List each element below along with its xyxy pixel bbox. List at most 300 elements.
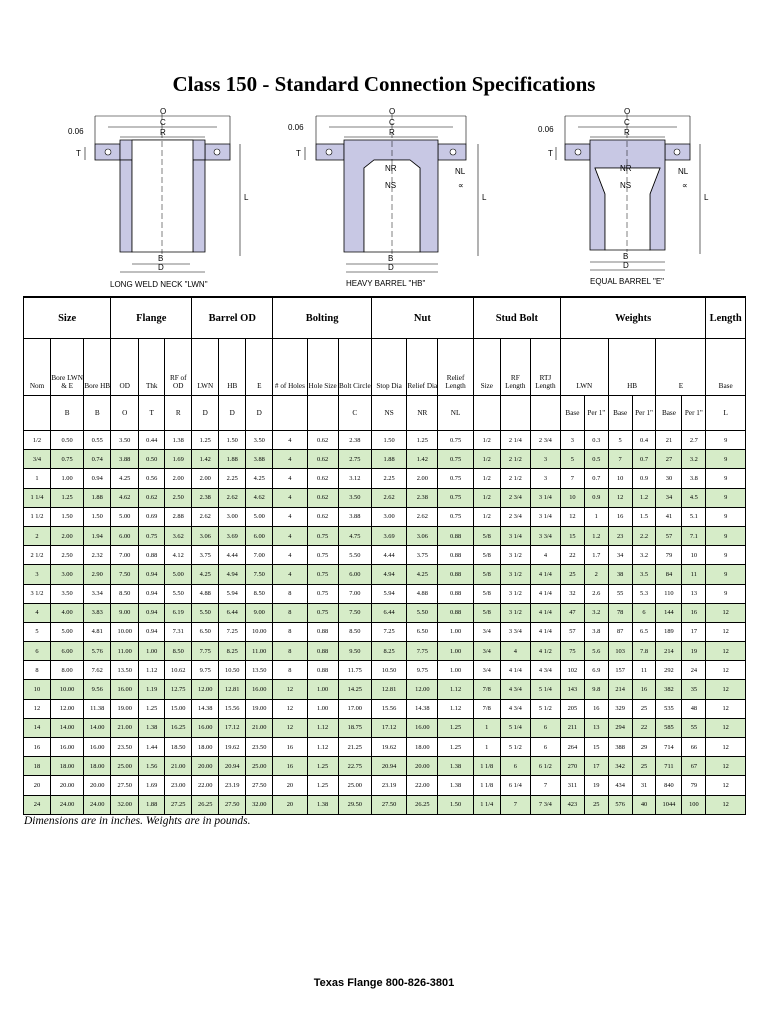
table-cell: 4.44	[371, 546, 406, 565]
table-cell: 16.00	[51, 738, 84, 757]
table-cell: 0.88	[438, 603, 473, 622]
table-cell: 7.31	[165, 622, 192, 641]
table-cell: 32.00	[111, 795, 139, 814]
table-cell: 5	[608, 431, 632, 450]
column-symbol: L	[706, 396, 746, 431]
table-cell: 1.50	[438, 795, 473, 814]
table-cell: 5.94	[219, 584, 246, 603]
table-cell: 264	[560, 738, 584, 757]
table-cell: 0.88	[438, 584, 473, 603]
table-cell: 1.50	[51, 507, 84, 526]
table-cell: 3.34	[84, 584, 111, 603]
table-cell: 3 3/4	[500, 622, 530, 641]
table-cell: 8.50	[111, 584, 139, 603]
table-cell: 3.50	[111, 431, 139, 450]
table-cell: 3.69	[371, 526, 406, 545]
column-symbol: Base	[608, 396, 632, 431]
table-cell: 0.75	[438, 488, 473, 507]
table-cell: 5.00	[165, 565, 192, 584]
table-cell: 12	[706, 757, 746, 776]
column-symbol	[24, 396, 51, 431]
table-cell: 1.00	[438, 622, 473, 641]
table-cell: 7.25	[219, 622, 246, 641]
table-cell: 6	[530, 738, 560, 757]
table-cell: 20.00	[407, 757, 438, 776]
table-cell: 4.81	[84, 622, 111, 641]
table-cell: 2.25	[371, 469, 406, 488]
table-cell: 55	[608, 584, 632, 603]
table-cell: 4.00	[51, 603, 84, 622]
table-cell: 19	[584, 776, 608, 795]
table-cell: 3.88	[338, 507, 371, 526]
table-cell: 0.74	[84, 450, 111, 469]
column-symbol: D	[219, 396, 246, 431]
table-cell: 1.2	[584, 526, 608, 545]
table-cell: 5 1/2	[530, 699, 560, 718]
column-symbol: Per 1"	[584, 396, 608, 431]
table-cell: 21	[656, 431, 682, 450]
table-cell: 20.00	[84, 776, 111, 795]
table-cell: 3 1/4	[530, 488, 560, 507]
column-symbol: NL	[438, 396, 473, 431]
column-header: RF of OD	[165, 339, 192, 396]
table-cell: 25	[560, 565, 584, 584]
table-cell: 11.00	[111, 642, 139, 661]
table-cell: 27.50	[111, 776, 139, 795]
table-row	[24, 757, 746, 776]
table-cell: 2.00	[51, 526, 84, 545]
table-cell: 19.00	[111, 699, 139, 718]
table-cell: 4.25	[407, 565, 438, 584]
group-header: Length	[706, 297, 746, 339]
table-cell: 0.88	[307, 622, 338, 641]
table-cell: 12.81	[219, 680, 246, 699]
table-cell: 6.19	[165, 603, 192, 622]
footer-contact: Texas Flange 800-826-3801	[313, 977, 455, 989]
table-cell: 7.62	[84, 661, 111, 680]
e-label-r: R	[624, 128, 630, 137]
table-cell: 2.50	[51, 546, 84, 565]
table-cell: 1/2	[473, 469, 500, 488]
table-cell: 5/8	[473, 603, 500, 622]
table-cell: 17.00	[338, 699, 371, 718]
table-cell: 38	[608, 565, 632, 584]
lwn-label-b: B	[158, 254, 164, 263]
table-cell: 84	[656, 565, 682, 584]
table-cell: 25.00	[338, 776, 371, 795]
table-cell: 388	[608, 738, 632, 757]
table-cell: 0.94	[139, 565, 165, 584]
table-cell: 1.25	[407, 431, 438, 450]
table-cell: 1/2	[473, 488, 500, 507]
table-cell: 1.38	[438, 776, 473, 795]
table-cell: 102	[560, 661, 584, 680]
table-cell: 1.42	[192, 450, 219, 469]
table-cell: 3.00	[371, 507, 406, 526]
table-cell: 3 1/2	[500, 584, 530, 603]
table-cell: 29.50	[338, 795, 371, 814]
table-cell: 10	[24, 680, 51, 699]
table-cell: 8.00	[51, 661, 84, 680]
table-row	[24, 738, 746, 757]
hb-label-t: T	[296, 149, 301, 158]
table-cell: 8	[273, 603, 307, 622]
group-header-row	[24, 297, 746, 339]
table-cell: 1	[473, 718, 500, 737]
e-label-d: D	[623, 261, 629, 270]
column-symbol: D	[192, 396, 219, 431]
table-cell: 2.62	[192, 507, 219, 526]
table-cell: 4 1/4	[530, 565, 560, 584]
table-row	[24, 526, 746, 545]
column-symbol: T	[139, 396, 165, 431]
table-row	[24, 431, 746, 450]
table-cell: 1.12	[307, 738, 338, 757]
table-cell: 7.50	[111, 565, 139, 584]
table-cell: 2.00	[407, 469, 438, 488]
column-header: Bolt Circle	[338, 339, 371, 396]
hb-label-nr: NR	[385, 164, 397, 173]
table-cell: 12	[24, 699, 51, 718]
table-cell: 17.12	[219, 718, 246, 737]
table-cell: 1.00	[307, 699, 338, 718]
table-cell: 24.00	[51, 795, 84, 814]
table-cell: 3/4	[24, 450, 51, 469]
table-cell: 714	[656, 738, 682, 757]
hb-label-nl: NL	[455, 167, 466, 176]
table-cell: 10.00	[246, 622, 273, 641]
table-cell: 1.88	[219, 450, 246, 469]
table-cell: 100	[682, 795, 706, 814]
table-cell: 25	[632, 757, 656, 776]
table-cell: 25.00	[111, 757, 139, 776]
table-cell: 1.00	[438, 661, 473, 680]
table-cell: 27.50	[371, 795, 406, 814]
table-cell: 7/8	[473, 680, 500, 699]
table-cell: 4.62	[246, 488, 273, 507]
table-cell: 8.50	[165, 642, 192, 661]
table-cell: 48	[682, 699, 706, 718]
table-cell: 12.75	[165, 680, 192, 699]
table-cell: 1/2	[24, 431, 51, 450]
table-cell: 4 1/4	[500, 661, 530, 680]
table-cell: 214	[656, 642, 682, 661]
table-cell: 1.69	[139, 776, 165, 795]
table-row	[24, 450, 746, 469]
table-cell: 3.8	[584, 622, 608, 641]
table-cell: 20.94	[219, 757, 246, 776]
table-cell: 9.75	[192, 661, 219, 680]
table-cell: 1.50	[84, 507, 111, 526]
table-cell: 4.94	[371, 565, 406, 584]
table-cell: 0.94	[84, 469, 111, 488]
table-cell: 4.88	[407, 584, 438, 603]
table-cell: 4.12	[165, 546, 192, 565]
table-cell: 189	[656, 622, 682, 641]
table-cell: 4 1/4	[530, 584, 560, 603]
column-header: HB	[219, 339, 246, 396]
table-cell: 0.75	[438, 469, 473, 488]
table-cell: 16.00	[246, 680, 273, 699]
table-cell: 12	[560, 507, 584, 526]
table-cell: 10.00	[111, 622, 139, 641]
column-header: Bore LWN & E	[51, 339, 84, 396]
table-cell: 7.75	[192, 642, 219, 661]
table-cell: 4	[273, 507, 307, 526]
table-cell: 2	[584, 565, 608, 584]
e-label-c: C	[624, 118, 630, 127]
table-cell: 535	[656, 699, 682, 718]
hb-label-r: R	[389, 128, 395, 137]
table-cell: 1 1/8	[473, 776, 500, 795]
table-cell: 0.56	[139, 469, 165, 488]
column-header: Size	[473, 339, 500, 396]
table-cell: 2.6	[584, 584, 608, 603]
table-cell: 7.75	[407, 642, 438, 661]
table-cell: 4.94	[219, 565, 246, 584]
hb-label-b: B	[388, 254, 394, 263]
column-header: RF Length	[500, 339, 530, 396]
table-cell: 1.44	[139, 738, 165, 757]
table-cell: 1 1/8	[473, 757, 500, 776]
table-cell: 1.00	[307, 680, 338, 699]
table-cell: 1.7	[584, 546, 608, 565]
table-row	[24, 776, 746, 795]
table-cell: 9.50	[338, 642, 371, 661]
column-header-row	[24, 339, 746, 396]
table-cell: 0.5	[584, 450, 608, 469]
table-cell: 3.69	[219, 526, 246, 545]
hb-label-d: D	[388, 263, 394, 272]
table-cell: 6	[500, 757, 530, 776]
table-cell: 13	[584, 718, 608, 737]
table-cell: 2.25	[219, 469, 246, 488]
group-header: Flange	[111, 297, 192, 339]
table-cell: 13.50	[111, 661, 139, 680]
table-cell: 12	[706, 642, 746, 661]
column-header: OD	[111, 339, 139, 396]
table-cell: 0.75	[438, 507, 473, 526]
table-cell: 157	[608, 661, 632, 680]
table-cell: 1.12	[307, 718, 338, 737]
table-cell: 0.44	[139, 431, 165, 450]
table-cell: 0.75	[307, 603, 338, 622]
table-cell: 7	[530, 776, 560, 795]
table-cell: 13	[682, 584, 706, 603]
table-cell: 12	[706, 680, 746, 699]
table-cell: 110	[656, 584, 682, 603]
column-symbol: Base	[656, 396, 682, 431]
table-cell: 3.2	[682, 450, 706, 469]
table-cell: 6.44	[219, 603, 246, 622]
table-cell: 3/4	[473, 661, 500, 680]
table-cell: 4	[273, 546, 307, 565]
table-cell: 10.00	[51, 680, 84, 699]
table-cell: 17.12	[371, 718, 406, 737]
table-cell: 3.75	[192, 546, 219, 565]
table-cell: 7.8	[632, 642, 656, 661]
table-cell: 6.00	[246, 526, 273, 545]
table-cell: 4	[500, 642, 530, 661]
page-title: Class 150 - Standard Connection Specifications	[172, 72, 596, 96]
table-cell: 10	[682, 546, 706, 565]
table-cell: 3.88	[246, 450, 273, 469]
table-cell: 15.56	[371, 699, 406, 718]
table-cell: 5	[24, 622, 51, 641]
table-cell: 3.2	[584, 603, 608, 622]
table-row	[24, 718, 746, 737]
table-cell: 0.50	[51, 431, 84, 450]
table-cell: 18	[24, 757, 51, 776]
table-cell: 2.38	[407, 488, 438, 507]
hb-caption: HEAVY BARREL "HB"	[346, 279, 426, 288]
table-cell: 1/2	[473, 450, 500, 469]
table-cell: 16	[273, 757, 307, 776]
table-cell: 10	[560, 488, 584, 507]
table-cell: 35	[682, 680, 706, 699]
table-cell: 15.00	[165, 699, 192, 718]
table-cell: 12	[706, 738, 746, 757]
table-cell: 9.56	[84, 680, 111, 699]
table-cell: 5 1/4	[530, 680, 560, 699]
table-cell: 25	[632, 699, 656, 718]
table-cell: 1044	[656, 795, 682, 814]
table-cell: 0.88	[139, 546, 165, 565]
table-cell: 26.25	[192, 795, 219, 814]
table-cell: 3.5	[632, 565, 656, 584]
table-cell: 12	[608, 488, 632, 507]
table-cell: 8.25	[371, 642, 406, 661]
table-cell: 0.9	[584, 488, 608, 507]
table-cell: 3.00	[51, 565, 84, 584]
table-cell: 24	[682, 661, 706, 680]
lwn-label-c: C	[160, 118, 166, 127]
table-cell: 9	[706, 469, 746, 488]
table-cell: 0.75	[307, 546, 338, 565]
table-cell: 2.38	[338, 431, 371, 450]
table-cell: 15	[584, 738, 608, 757]
table-row	[24, 603, 746, 622]
table-cell: 8.50	[246, 584, 273, 603]
table-cell: 27.25	[165, 795, 192, 814]
column-header: Stop Dia	[371, 339, 406, 396]
table-cell: 12	[706, 718, 746, 737]
table-cell: 8	[24, 661, 51, 680]
table-cell: 22.00	[407, 776, 438, 795]
column-header: Hole Size	[307, 339, 338, 396]
table-cell: 10.50	[371, 661, 406, 680]
table-cell: 5.76	[84, 642, 111, 661]
table-cell: 14.00	[84, 718, 111, 737]
column-symbol: Per 1"	[632, 396, 656, 431]
e-label-dim: 0.06	[538, 125, 554, 134]
table-cell: 16	[24, 738, 51, 757]
table-cell: 1.25	[307, 776, 338, 795]
table-cell: 7	[560, 469, 584, 488]
table-cell: 1.5	[632, 507, 656, 526]
table-cell: 18.75	[338, 718, 371, 737]
table-cell: 11	[632, 661, 656, 680]
table-cell: 3.8	[682, 469, 706, 488]
table-cell: 4 1/4	[530, 622, 560, 641]
table-cell: 25	[584, 795, 608, 814]
table-cell: 2.00	[192, 469, 219, 488]
table-cell: 20	[273, 776, 307, 795]
table-cell: 4.88	[192, 584, 219, 603]
table-cell: 3	[24, 565, 51, 584]
table-cell: 4	[273, 488, 307, 507]
table-cell: 12	[706, 622, 746, 641]
table-cell: 1.12	[438, 680, 473, 699]
table-cell: 4	[273, 450, 307, 469]
table-cell: 1.88	[371, 450, 406, 469]
e-label-ns: NS	[620, 181, 632, 190]
e-caption: EQUAL BARREL "E"	[590, 277, 664, 286]
table-cell: 6.44	[371, 603, 406, 622]
lwn-label-dim: 0.06	[68, 127, 84, 136]
table-cell: 9	[706, 507, 746, 526]
table-cell: 2.7	[682, 431, 706, 450]
table-cell: 19	[682, 642, 706, 661]
table-cell: 5.00	[51, 622, 84, 641]
hb-label-l: L	[482, 193, 487, 202]
table-cell: 2.62	[219, 488, 246, 507]
table-cell: 4.25	[111, 469, 139, 488]
table-cell: 9	[706, 450, 746, 469]
table-row	[24, 584, 746, 603]
table-cell: 5.94	[371, 584, 406, 603]
table-cell: 66	[682, 738, 706, 757]
lwn-diagram	[68, 107, 249, 289]
table-cell: 12	[706, 776, 746, 795]
table-cell: 9.75	[407, 661, 438, 680]
lwn-caption: LONG WELD NECK "LWN"	[110, 280, 208, 289]
table-cell: 4	[273, 565, 307, 584]
column-header: # of Holes	[273, 339, 307, 396]
table-row	[24, 507, 746, 526]
table-cell: 6.50	[407, 622, 438, 641]
table-cell: 27	[656, 450, 682, 469]
table-row	[24, 469, 746, 488]
table-cell: 27.50	[219, 795, 246, 814]
table-cell: 7.50	[338, 603, 371, 622]
table-cell: 9	[706, 546, 746, 565]
table-cell: 7	[500, 795, 530, 814]
table-cell: 12	[273, 718, 307, 737]
table-cell: 1 1/2	[24, 507, 51, 526]
column-header: LWN	[560, 339, 608, 396]
table-cell: 3 1/2	[24, 584, 51, 603]
table-cell: 3	[560, 431, 584, 450]
table-cell: 5.50	[407, 603, 438, 622]
table-cell: 1.25	[192, 431, 219, 450]
column-header: Thk	[139, 339, 165, 396]
table-cell: 3 1/4	[530, 507, 560, 526]
table-cell: 2.88	[165, 507, 192, 526]
table-cell: 26.25	[407, 795, 438, 814]
table-cell: 3 1/2	[500, 546, 530, 565]
table-cell: 21.25	[338, 738, 371, 757]
table-cell: 2 1/2	[500, 450, 530, 469]
table-cell: 9	[706, 565, 746, 584]
table-cell: 2 3/4	[500, 488, 530, 507]
table-cell: 12.81	[371, 680, 406, 699]
table-cell: 18.00	[407, 738, 438, 757]
table-cell: 12	[706, 795, 746, 814]
lwn-label-d: D	[158, 263, 164, 272]
table-cell: 12.00	[192, 680, 219, 699]
table-cell: 9	[706, 431, 746, 450]
